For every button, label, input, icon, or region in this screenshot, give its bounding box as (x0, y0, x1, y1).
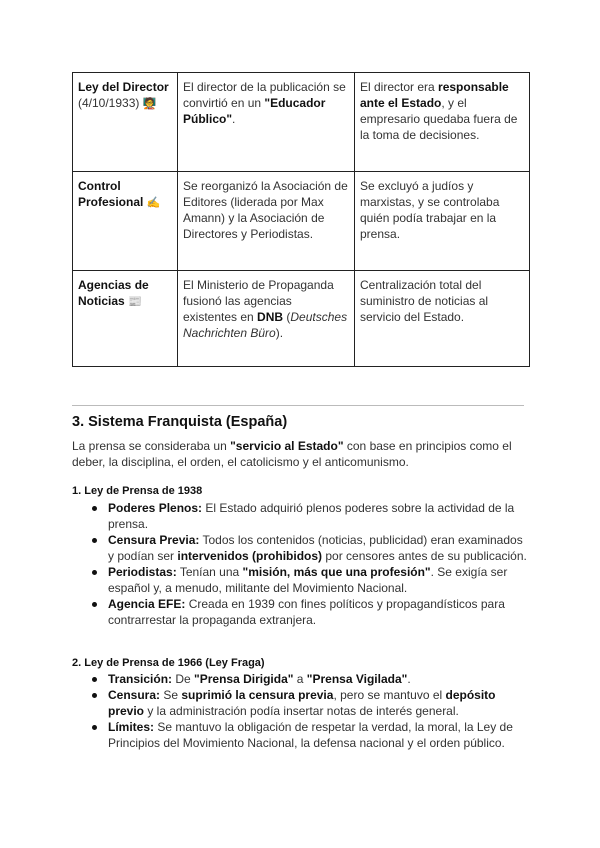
writing-hand-icon: ✍️ (146, 196, 161, 209)
list-item (92, 500, 532, 532)
table-cell-measure (178, 172, 355, 271)
table-cell-measure (178, 73, 355, 172)
item-text: El Estado adquirió plenos poderes sobre la actividad de la prensa. (108, 501, 515, 531)
row-title: Agencias de Noticias (78, 278, 149, 308)
item-text: Se (160, 688, 182, 702)
intro-bold: "servicio al Estado" (230, 439, 344, 453)
teacher-icon: 🧑‍🏫 (142, 97, 157, 110)
table-cell-concept (73, 271, 178, 367)
table-cell-concept (73, 172, 178, 271)
item-text: De (172, 672, 195, 686)
table-row (73, 172, 530, 271)
cell-text: El director de la publicación se convirtió en un (183, 80, 346, 110)
item-label: Límites: (108, 720, 155, 734)
list-item (92, 671, 532, 687)
item-text: y la administración podía insertar notas de interés general. (144, 704, 459, 718)
cell-text: El director era (360, 80, 439, 94)
comparison-table (72, 72, 530, 367)
cell-text: Se reorganizó la Asociación de Editores (liderada por Max Amann) y la Asociación de Directores y Periodistas. (183, 179, 348, 241)
list-item (92, 564, 532, 596)
cell-text: El Ministerio de Propaganda fusionó las agencias existentes en (183, 278, 334, 324)
item-text: . (407, 672, 411, 686)
cell-text: Se excluyó a judíos y marxistas, y se controlaba quién podía trabajar en la prensa. (360, 179, 500, 241)
cell-text: Centralización total del suministro de noticias al servicio del Estado. (360, 278, 489, 324)
subsection-heading-1938: 1. Ley de Prensa de 1938 (72, 485, 203, 497)
row-date: (4/10/1933) (78, 96, 140, 110)
item-text: , pero se mantuvo el (333, 688, 446, 702)
cell-bold: DNB (257, 310, 284, 324)
item-label: Periodistas: (108, 565, 177, 579)
item-label: Censura Previa: (108, 533, 200, 547)
item-text: Tenían una (176, 565, 243, 579)
item-label: Poderes Plenos: (108, 501, 203, 515)
section-intro (72, 438, 532, 470)
item-bold: "misión, más que una profesión" (242, 565, 431, 579)
item-bold: suprimió la censura previa (181, 688, 334, 702)
item-label: Agencia EFE: (108, 597, 186, 611)
item-text: por censores antes de su publicación. (322, 549, 527, 563)
item-label: Transición: (108, 672, 173, 686)
table-cell-measure (178, 271, 355, 367)
item-text: . Se exigía ser español y, a menudo, militante del Movimiento Nacional. (108, 565, 508, 595)
cell-text: , y el empresario quedaba fuera de la toma de decisiones. (360, 96, 518, 142)
table-cell-effect (355, 73, 530, 172)
section-title: 3. Sistema Franquista (España) (72, 414, 288, 430)
subsection-heading-1966: 2. Ley de Prensa de 1966 (Ley Fraga) (72, 657, 265, 669)
item-text: Creada en 1939 con fines políticos y propagandísticos para contrarrestar la propaganda extranjera. (108, 597, 505, 627)
list-item (92, 719, 532, 751)
item-bold: intervenidos (prohibidos) (177, 549, 323, 563)
cell-bold: "Educador Público" (183, 96, 326, 126)
table-cell-concept (73, 73, 178, 172)
item-bold: "Prensa Vigilada" (306, 672, 408, 686)
row-title: Ley del Director (78, 80, 169, 94)
horizontal-divider (72, 405, 524, 406)
table-cell-effect (355, 172, 530, 271)
item-text: Todos los contenidos (noticias, publicidad) eran examinados y podían ser (108, 533, 523, 563)
item-bold: "Prensa Dirigida" (194, 672, 294, 686)
cell-text: ). (275, 326, 284, 340)
list-item (92, 687, 532, 719)
item-label: Censura: (108, 688, 161, 702)
cell-bold: responsable ante el Estado (360, 80, 509, 110)
item-bold: depósito previo (108, 688, 496, 718)
table-cell-effect (355, 271, 530, 367)
table-row (73, 73, 530, 172)
item-text: Se mantuvo la obligación de respetar la verdad, la moral, la Ley de Principios del Movimiento Nacional, la defensa nacional y el orden público. (108, 720, 513, 750)
item-text: a (293, 672, 307, 686)
newspaper-icon: 📰 (128, 295, 142, 308)
cell-text: ( (283, 310, 291, 324)
law-1966-list (92, 671, 532, 751)
cell-text: . (232, 112, 236, 126)
law-1938-list (92, 500, 532, 628)
intro-text: con base en principios como el deber, la disciplina, el orden, el catolicismo y el anticomunismo. (72, 439, 512, 469)
list-item (92, 532, 532, 564)
list-item (92, 596, 532, 628)
cell-italic: Deutsches Nachrichten Büro (183, 310, 348, 340)
table-row (73, 271, 530, 367)
intro-text: La prensa se consideraba un (72, 439, 231, 453)
row-title: Control Profesional (78, 179, 144, 209)
